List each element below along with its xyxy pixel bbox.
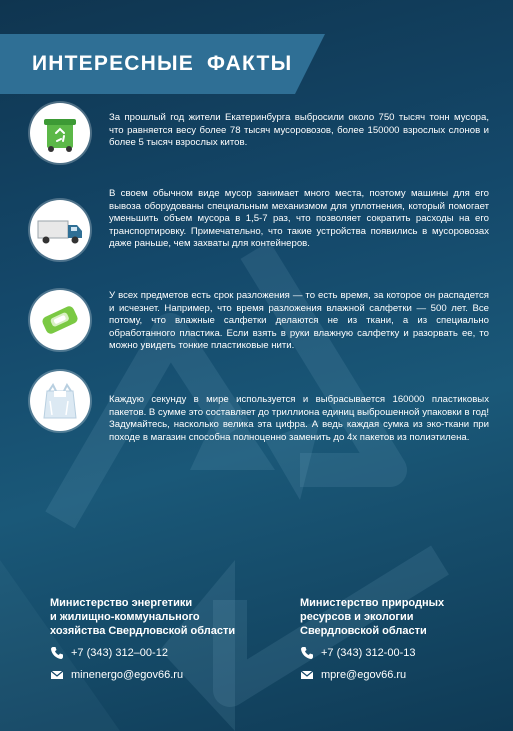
contact-block-energy-ministry <box>50 596 290 686</box>
ministry-name: Министерство энергетики и жилищно-коммунального хозяйства Свердловской области <box>50 597 236 637</box>
trash-bin-icon <box>30 103 90 163</box>
phone-icon <box>300 646 314 660</box>
fact-text: У всех предметов есть срок разложения — то есть время, за которое он распадется и исчезнет. Например, что время разложения влажной салфетки — 500 лет. Все потому, что влажные салфетки делаются не из ткани, а из специально обработанного пластика. Если взять в руки влажную салфетку и разорвать ее, то можно увидеть тонкие пластиковые нити. <box>109 290 489 351</box>
fact-text: В своем обычном виде мусор занимает много места, поэтому машины для его вывоза оборудованы специальным механизмом для уплотнения, который помогает уменьшить объем мусора в 1,5-7 раз, что позволяет сократить расходы на его транспортировку. Примечательно, что такие устройства появились в мусоровозах даже раньше, чем захваты для контейнеров. <box>109 188 489 249</box>
email-icon <box>50 668 64 682</box>
fact-item-plastic-bags <box>30 371 490 446</box>
plastic-bag-icon <box>30 371 90 431</box>
fact-text: Каждую секунду в мире используется и выбрасывается 160000 пластиковых пакетов. В сумме это составляет до триллиона единиц выброшенной упаковки в год! Задумайтесь, насколько велика эта цифра. А ведь каждая сумка из эко-ткани при походе в магазин способна полноценно заменить до 4х пакетов из полиэтилена. <box>109 394 489 443</box>
fact-item-garbage-trucks <box>30 188 490 275</box>
email-address[interactable]: minenergo@egov66.ru <box>71 669 184 681</box>
email-icon <box>300 668 314 682</box>
email-address[interactable]: mpre@egov66.ru <box>321 669 407 681</box>
fact-text: За прошлый год жители Екатеринбурга выбросили около 750 тысяч тонн мусора, что равняется весу более 78 тысяч мусоровозов, более 150000 взрослых слонов и более 5 тысяч взрослых китов. <box>109 112 489 148</box>
ministry-name: Министерство природных ресурсов и экологии Свердловской области <box>300 597 445 637</box>
fact-item-waste-volume <box>30 103 490 163</box>
phone-number[interactable]: +7 (343) 312-00-13 <box>321 647 416 659</box>
phone-icon <box>50 646 64 660</box>
contact-block-ecology-ministry <box>300 596 500 686</box>
page-title: ИНТЕРЕСНЫЕ ФАКТЫ <box>32 52 293 75</box>
fact-item-wet-wipes <box>30 290 490 365</box>
wet-wipes-icon <box>30 290 90 350</box>
phone-number[interactable]: +7 (343) 312–00-12 <box>71 647 168 659</box>
garbage-truck-icon <box>30 200 90 260</box>
